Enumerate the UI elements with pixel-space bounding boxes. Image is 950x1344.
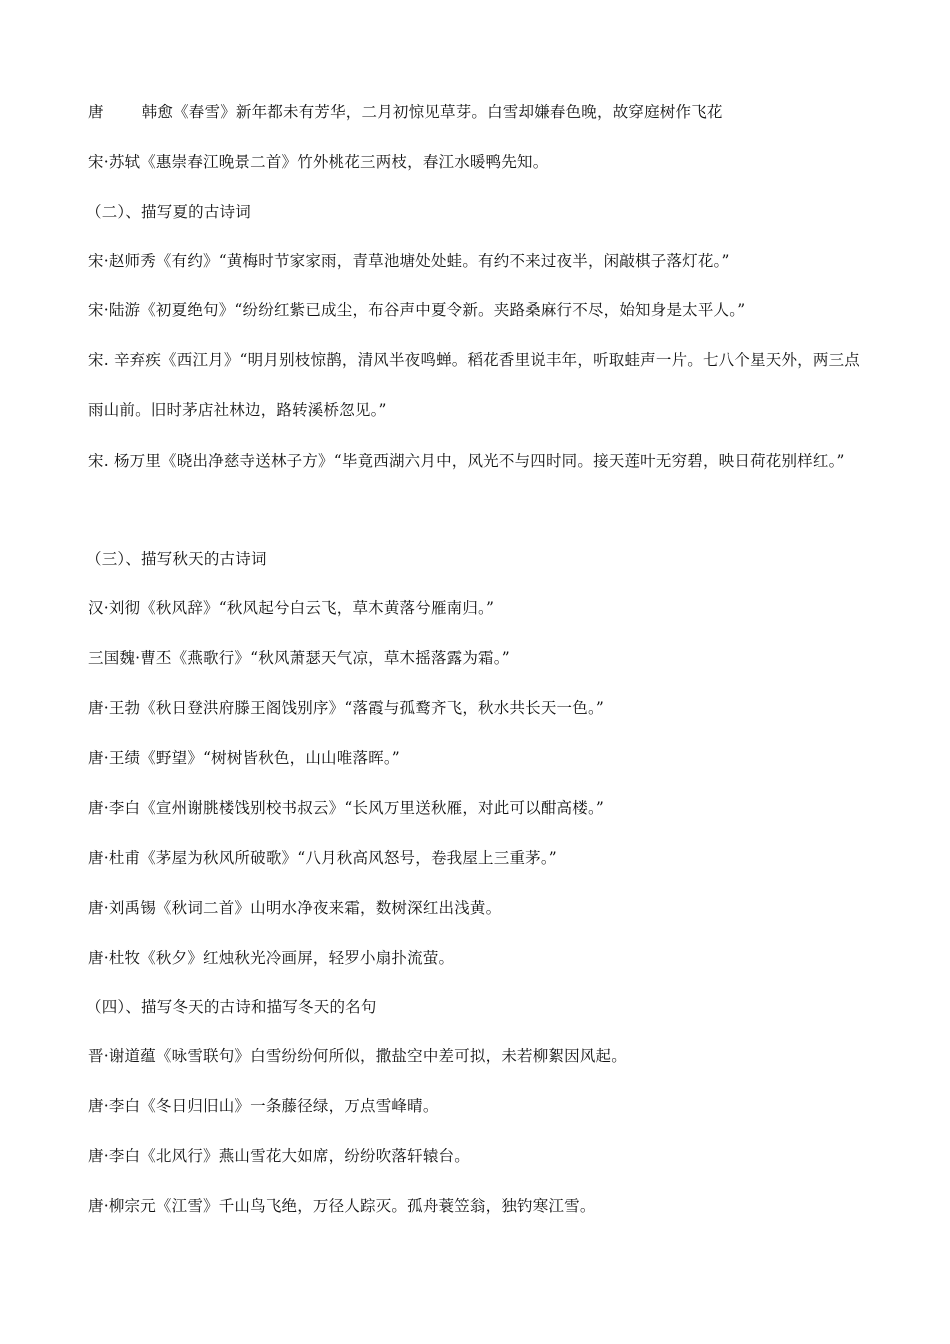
poem-line: 晋·谢道蕴《咏雪联句》白雪纷纷何所似，撒盐空中差可拟，未若柳絮因风起。: [88, 1047, 627, 1065]
poem-line: 宋. 杨万里《晓出净慈寺送林子方》“毕竟西湖六月中，风光不与四时同。接天莲叶无穷碧，映日荷花别样红。”: [88, 452, 845, 470]
poem-line: 唐·李白《宣州谢朓楼饯别校书叔云》“长风万里送秋雁，对此可以酣高楼。”: [88, 799, 605, 817]
poem-line: 唐·李白《冬日归旧山》一条藤径绿，万点雪峰晴。: [88, 1097, 439, 1115]
poem-line: 唐·杜甫《茅屋为秋风所破歌》“八月秋高风怒号，卷我屋上三重茅。”: [88, 849, 557, 867]
poem-line: 唐·李白《北风行》燕山雪花大如席，纷纷吹落轩辕台。: [88, 1147, 470, 1165]
poem-line: 宋. 辛弃疾《西江月》“明月别枝惊鹊，清风半夜鸣蝉。稻花香里说丰年，听取蛙声一片。七八个星天外，两三点雨山前。旧时茅店社林边，路转溪桥忽见。”: [88, 351, 860, 419]
poem-line: 唐·柳宗元《江雪》千山鸟飞绝，万径人踪灭。孤舟蓑笠翁，独钓寒江雪。: [88, 1197, 596, 1215]
poem-text: 韩愈《春雪》新年都未有芳华，二月初惊见草芽。白雪却嫌春色晚，故穿庭树作飞花: [141, 103, 723, 121]
poem-line: 宋·苏轼《惠崇春江晚景二首》竹外桃花三两枝，春江水暖鸭先知。: [88, 153, 549, 171]
section-heading-winter: （四）、描写冬天的古诗和描写冬天的名句: [86, 998, 377, 1016]
poem-line: 宋·赵师秀《有约》“黄梅时节家家雨，青草池塘处处蛙。有约不来过夜半，闲敲棋子落灯花。”: [88, 252, 730, 270]
dynasty-label: 唐: [88, 103, 104, 121]
section-heading-summer: （二）、描写夏的古诗词: [86, 203, 251, 221]
poem-line: 唐·王勃《秋日登洪府滕王阁饯别序》“落霞与孤鹜齐飞，秋水共长天一色。”: [88, 699, 605, 717]
poem-line: 三国魏·曹丕《燕歌行》“秋风萧瑟天气凉，草木摇落露为霜。”: [88, 649, 510, 667]
poem-line: 唐·杜牧《秋夕》红烛秋光冷画屏，轻罗小扇扑流萤。: [88, 949, 455, 967]
poem-line: 唐·刘禹锡《秋词二首》山明水净夜来霜，数树深红出浅黄。: [88, 899, 502, 917]
section-heading-autumn: （三）、描写秋天的古诗词: [86, 550, 267, 568]
poem-line: 汉·刘彻《秋风辞》“秋风起兮白云飞，草木黄落兮雁南归。”: [88, 599, 495, 617]
poem-line: 宋·陆游《初夏绝句》“纷纷红紫已成尘，布谷声中夏令新。夹路桑麻行不尽，始知身是太平人。”: [88, 301, 746, 319]
poem-line: 唐·王绩《野望》“树树皆秋色，山山唯落晖。”: [88, 749, 400, 767]
poem-line: [88, 101, 868, 123]
